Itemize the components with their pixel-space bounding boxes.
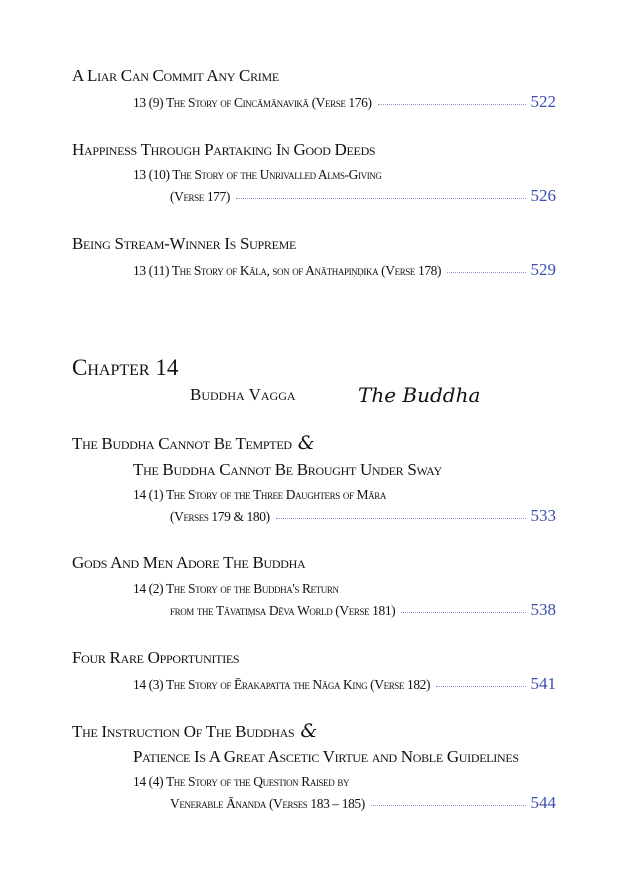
- section-subheading: Patience Is A Great Ascetic Virtue and Noble Guidelines: [133, 747, 519, 766]
- toc-entry[interactable]: [170, 506, 556, 526]
- page-number[interactable]: 526: [530, 186, 556, 205]
- entry-title: 13 (11) The Story of Kāla, son of Anāthapiṇḍika (Verse 178): [133, 263, 442, 278]
- dot-leader: [371, 805, 526, 806]
- toc-entry[interactable]: [170, 600, 556, 620]
- dot-leader: [378, 104, 526, 105]
- entry-title: 13 (9) The Story of Cincāmānavikā (Verse 176): [133, 95, 372, 110]
- page-number[interactable]: 533: [530, 506, 556, 525]
- entry-title: 14 (4) The Story of the Question Raised by: [133, 774, 350, 789]
- entry-title-cont: Venerable Ānanda (Verses 183 – 185): [170, 796, 365, 811]
- page-number[interactable]: 541: [530, 674, 556, 693]
- entry-title-cont: from the Tāvatiṃsa Dēva World (Verse 181): [170, 603, 396, 618]
- dot-leader: [401, 612, 525, 613]
- entry-title-cont: (Verses 179 & 180): [170, 509, 270, 524]
- dot-leader: [436, 686, 525, 687]
- toc-entry[interactable]: [170, 186, 556, 206]
- section-heading: Gods And Men Adore The Buddha: [72, 553, 306, 572]
- section-heading: The Instruction Of The Buddhas &: [72, 720, 318, 742]
- toc-entry[interactable]: [133, 260, 556, 280]
- chapter-english-title: The Buddha: [358, 383, 481, 407]
- page-number[interactable]: 544: [530, 793, 556, 812]
- page-number[interactable]: 538: [530, 600, 556, 619]
- entry-title-cont: (Verse 177): [170, 189, 230, 204]
- toc-entry[interactable]: [170, 793, 556, 813]
- page-number[interactable]: 529: [530, 260, 556, 279]
- chapter-title: Chapter 14: [72, 355, 179, 380]
- entry-title: 14 (2) The Story of the Buddha's Return: [133, 581, 339, 596]
- page-number[interactable]: 522: [530, 92, 556, 111]
- entry-title: 13 (10) The Story of the Unrivalled Alms-Giving: [133, 167, 382, 182]
- section-heading: The Buddha Cannot Be Tempted &: [72, 432, 315, 454]
- dot-leader: [276, 518, 526, 519]
- chapter-pali-title: Buddha Vagga: [190, 385, 296, 404]
- ampersand-ornament: &: [300, 720, 318, 742]
- toc-entry[interactable]: [133, 92, 556, 112]
- entry-title: 14 (1) The Story of the Three Daughters of Māra: [133, 487, 386, 502]
- section-heading: Four Rare Opportunities: [72, 648, 240, 667]
- dot-leader: [447, 272, 525, 273]
- section-subheading: The Buddha Cannot Be Brought Under Sway: [133, 460, 442, 479]
- section-heading: A Liar Can Commit Any Crime: [72, 66, 279, 85]
- toc-entry[interactable]: [133, 674, 556, 694]
- section-heading: Happiness Through Partaking In Good Deeds: [72, 140, 376, 159]
- dot-leader: [236, 198, 526, 199]
- ampersand-ornament: &: [297, 432, 315, 454]
- section-heading: Being Stream-Winner Is Supreme: [72, 234, 297, 253]
- entry-title: 14 (3) The Story of Ērakapatta the Nāga King (Verse 182): [133, 677, 431, 692]
